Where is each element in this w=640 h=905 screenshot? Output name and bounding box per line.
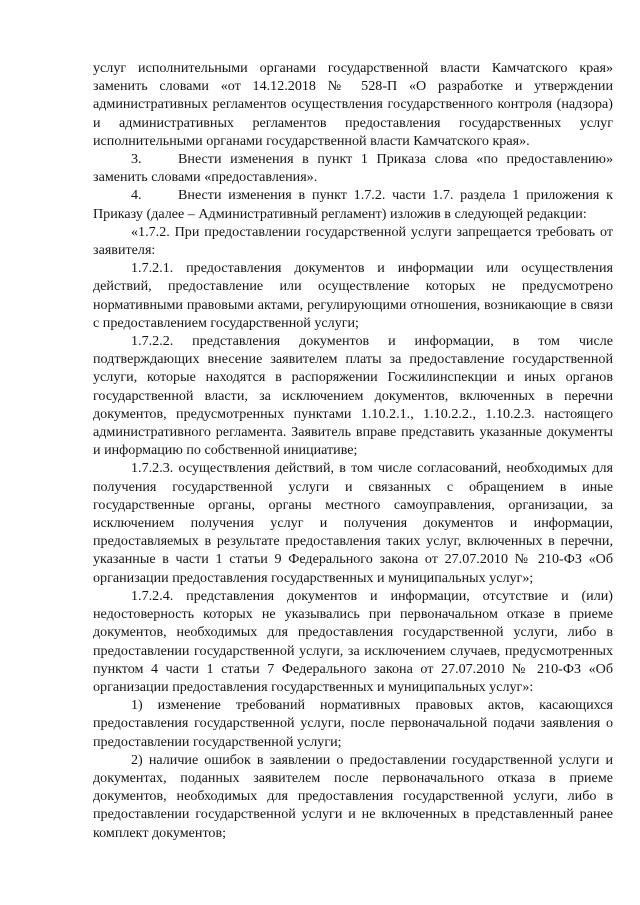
paragraph-continuation: услуг исполнительными органами государственной власти Камчатского края» заменить словами «от 14.12.2018 № 528-П «О разработке и утверждении административных регламентов осуществления государственного контроля (надзора) и административных регламентов предоставления государственных услуг исполнительными органами государственной власти Камчатского края». <box>93 60 613 149</box>
paragraph-subitem-1: 1) изменение требований нормативных правовых актов, касающихся предоставления государственной услуги, после первоначальной подачи заявления о предоставлении государственной услуги; <box>93 697 613 750</box>
paragraph-subitem-2: 2) наличие ошибок в заявлении о предоставлении государственной услуги и документах, поданных заявителем после первоначального отказа в приеме документов, необходимых для предоставления государственной услуги, либо в предоставлении государственной услуги и не включенных в представленный ранее комплект документов; <box>93 751 613 841</box>
paragraph-1-7-2-4: 1.7.2.4. представления документов и информации, отсутствие и (или) недостоверность которых не указывались при первоначальном отказе в приеме документов, необходимых для предоставления государственной услуги, либо в предоставлении государственной услуги, за исключением случаев, предусмотренных пунктом 4 части 1 статьи 7 Федерального закона от 27.07.2010 № 210-ФЗ «Об организации предоставления государственных и муниципальных услуг»: <box>93 587 613 695</box>
paragraph-text: Внести изменения в пункт 1.7.2. части 1.7. раздела 1 приложения к Приказу (далее – Административный регламент) изложив в следующей редакции: <box>93 187 613 222</box>
paragraph-text: Внести изменения в пункт 1 Приказа слова «по предоставлению» заменить словами «предоставления». <box>93 151 613 186</box>
paragraph-1-7-2-1: 1.7.2.1. предоставления документов и информации или осуществления действий, предоставление или осуществление которых не предусмотрено нормативными правовыми актами, регулирующими отношения, возникающие в связи с предоставлением государственной услуги; <box>93 260 613 331</box>
item-number: 4. <box>131 187 142 204</box>
paragraph-1-7-2-2: 1.7.2.2. представления документов и информации, в том числе подтверждающих внесение заявителем платы за предоставление государственной услуги, которые находятся в распоряжении Госжилинспекции и иных органов государственной власти, за исключением документов, включенных в перечни документов, предусмотренных пунктами 1.10.2.1., 1.10.2.2., 1.10.2.3. настоящего административного регламента. Заявитель вправе представить указанные документы и информацию по собственной инициативе; <box>93 333 613 459</box>
item-number: 3. <box>131 151 142 168</box>
document-page <box>93 59 613 842</box>
paragraph-1-7-2-3: 1.7.2.3. осуществления действий, в том числе согласований, необходимых для получения государственной услуги и связанных с обращением в иные государственные органы, органы местного самоуправления, организации, за исключением получения услуг и получения документов и информации, предоставляемых в результате предоставления таких услуг, включенных в перечни, указанные в части 1 статьи 9 Федерального закона от 27.07.2010 № 210-ФЗ «Об организации предоставления государственных и муниципальных услуг»; <box>93 460 613 586</box>
paragraph-1-7-2: «1.7.2. При предоставлении государственной услуги запрещается требовать от заявителя: <box>93 223 613 259</box>
paragraph-item-4 <box>93 186 613 222</box>
paragraph-item-3 <box>93 150 613 186</box>
